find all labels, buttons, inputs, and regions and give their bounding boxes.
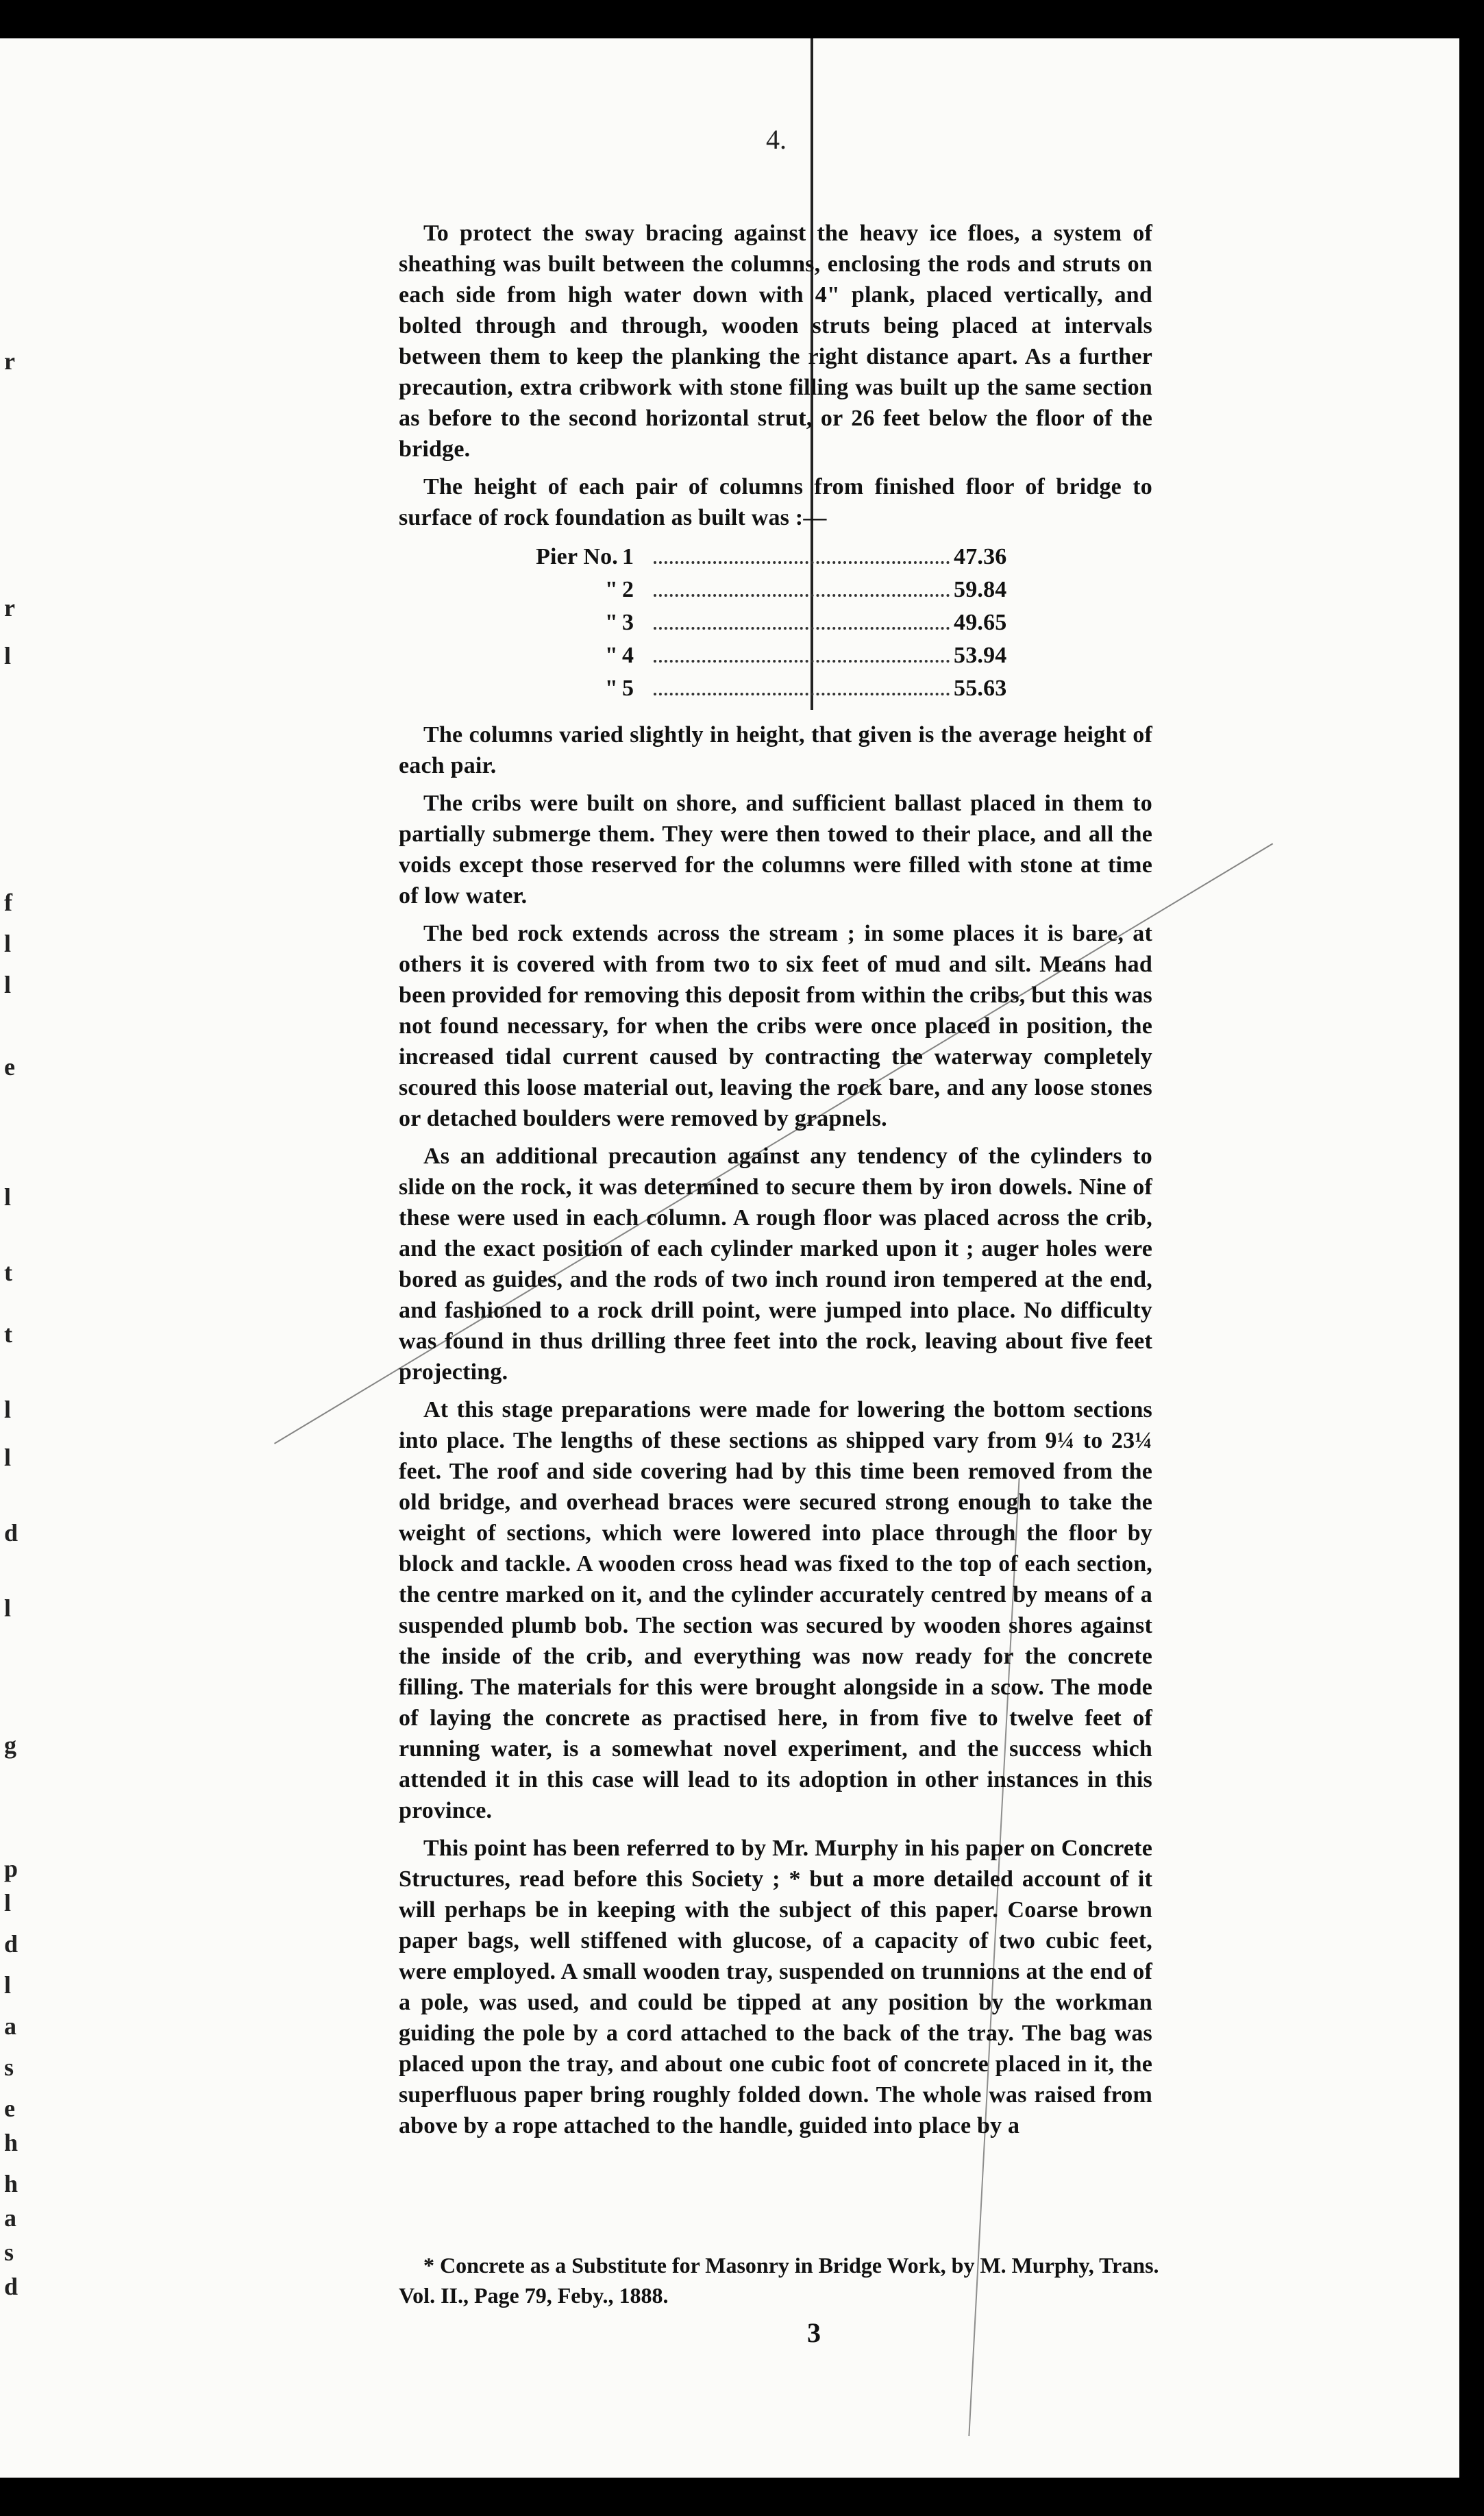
pier-number: 1 xyxy=(622,544,634,569)
paragraph: The columns varied slightly in height, that given is the average height of each pair. xyxy=(399,722,1152,778)
page-mark: 4. xyxy=(766,124,787,155)
pier-row xyxy=(502,640,1029,673)
pier-height: 59.84 xyxy=(954,577,1007,602)
pier-label: " xyxy=(604,643,618,668)
pier-label: " xyxy=(604,577,618,602)
paragraph: As an additional precaution against any tendency of the cylinders to slide on the rock, it was determined to secure them by iron dowels. Nine of these were used in each column. A rough floor was placed across the crib, and the exact position of each cylinder marked upon it ; auger holes were bored as guides, and the rods of two inch round iron tempered at the end, and fashioned to a rock drill point, were jumped into place. No difficulty was found in thus drilling three feet into the rock, leaving about five feet projecting. xyxy=(399,1144,1152,1385)
pier-number: 4 xyxy=(622,643,634,668)
scan-border-top xyxy=(0,0,1484,38)
paragraph: The height of each pair of columns from finished floor of bridge to surface of rock foundation as built was :— xyxy=(399,474,1152,530)
scan-border-right xyxy=(1459,0,1484,2516)
leader-dots xyxy=(654,627,950,630)
pier-height: 47.36 xyxy=(954,544,1007,569)
pier-label: " xyxy=(604,610,618,635)
pier-row xyxy=(502,607,1029,640)
pier-height: 53.94 xyxy=(954,643,1007,668)
paragraph: The bed rock extends across the stream ; in some places it is bare, at others it is covered with from two to six feet of mud and silt. Means had been provided for removing this deposit from within the cribs, but this was not found necessary, for when the cribs were once placed in position, the increased tidal current caused by contracting the waterway completely scoured this loose material out, leaving the rock bare, and any loose stones or detached boulders were removed by grapnels. xyxy=(399,921,1152,1131)
scan-border-bottom xyxy=(0,2478,1484,2516)
leader-dots xyxy=(654,693,950,695)
pier-row xyxy=(502,673,1029,706)
pier-row xyxy=(502,541,1029,574)
document-page xyxy=(0,38,1459,2478)
pier-label: " xyxy=(604,676,618,701)
left-margin-fragments: r r l f l l e l t t l l d l g p l d l a s e h h a s d xyxy=(4,347,18,2300)
leader-dots xyxy=(654,660,950,663)
pier-number: 2 xyxy=(622,577,634,602)
leader-dots xyxy=(654,594,950,597)
paragraph: To protect the sway bracing against the heavy ice floes, a system of sheathing was built between the columns, enclosing the rods and struts on each side from high water down with 4" plank, placed vertically, and bolted through and through, wooden struts being placed at intervals between them to keep the planking the right distance apart. As a further precaution, extra cribwork with stone filling was built up the same section as before to the second horizontal strut, or 26 feet below the floor of the bridge. xyxy=(399,221,1152,462)
pier-label: Pier No. xyxy=(536,544,618,569)
paragraph: This point has been referred to by Mr. Murphy in his paper on Concrete Structures, read before this Society ; * but a more detailed account of it will perhaps be in keeping with the subject of this paper. Coarse brown paper bags, well stiffened with glucose, of a capacity of two cubic feet, were employed. A small wooden tray, suspended on trunnions at the end of a pole, was used, and could be tipped at any position by the workman guiding the pole by a cord attached to the back of the tray. The bag was placed upon the tray, and about one cubic foot of concrete placed in it, the superfluous paper bring roughly folded down. The whole was raised from above by a rope attached to the handle, guided into place by a xyxy=(399,1836,1152,2138)
footnote: * Concrete as a Substitute for Masonry in Bridge Work, by M. Murphy, Trans. Vol. II., Page 79, Feby., 1888. xyxy=(399,2253,1159,2308)
leader-dots xyxy=(654,561,950,564)
pier-height-table xyxy=(502,541,1029,706)
paragraph: The cribs were built on shore, and sufficient ballast placed in them to partially submerge them. They were then towed to their place, and all the voids except those reserved for the columns were filled with stone at time of low water. xyxy=(399,791,1152,909)
pier-height: 55.63 xyxy=(954,676,1007,701)
body-text xyxy=(399,218,1152,2148)
pier-number: 5 xyxy=(622,676,634,701)
pier-row xyxy=(502,574,1029,607)
page-number: 3 xyxy=(807,2317,821,2348)
paragraph: At this stage preparations were made for lowering the bottom sections into place. The lengths of these sections as shipped vary from 9¼ to 23¼ feet. The roof and side covering had by this time been removed from the old bridge, and overhead braces were secured strong enough to take the weight of sections, which were lowered into place through the floor by block and tackle. A wooden cross head was fixed to the top of each section, the centre marked on it, and the cylinder accurately centred by means of a suspended plumb bob. The section was secured by wooden shores against the inside of the crib, and everything was now ready for the concrete filling. The materials for this were brought alongside in a scow. The mode of laying the concrete as practised here, in from five to twelve feet of running water, is a somewhat novel experiment, and the success which attended it in this case will lead to its adoption in other instances in this province. xyxy=(399,1397,1152,1823)
pier-number: 3 xyxy=(622,610,634,635)
pier-height: 49.65 xyxy=(954,610,1007,635)
